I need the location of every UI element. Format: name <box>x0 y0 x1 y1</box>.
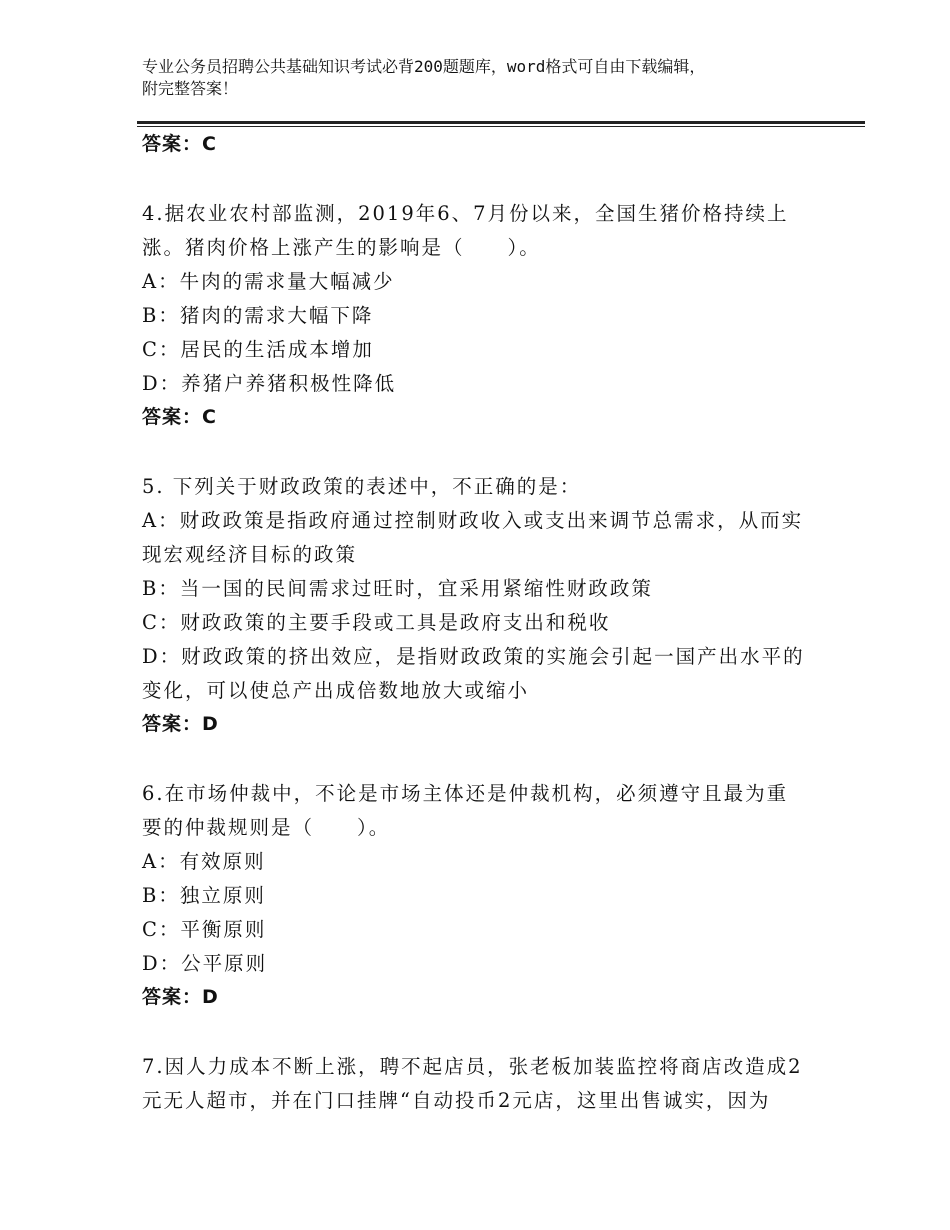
question-stem: 要的仲裁规则是（ ）。 <box>142 816 391 839</box>
option-line: B：猪肉的需求大幅下降 <box>142 304 374 327</box>
answer-label: 答案：D <box>142 713 219 735</box>
question-block <box>142 470 822 740</box>
question-spacer <box>142 160 822 197</box>
question-block <box>142 1050 822 1118</box>
question-list <box>142 160 822 1118</box>
header-line-2: 附完整答案！ <box>142 79 239 98</box>
question-stem: 5. 下列关于财政政策的表述中，不正确的是： <box>142 475 582 498</box>
answer-label: 答案：D <box>142 986 219 1008</box>
question-stem: 涨。猪肉价格上涨产生的影响是（ ）。 <box>142 236 541 259</box>
option-line: D：财政政策的挤出效应，是指财政政策的实施会引起一国产出水平的 <box>142 645 805 668</box>
answer-label: 答案：C <box>142 406 217 428</box>
option-line: A：有效原则 <box>142 850 266 873</box>
answer-label: 答案：C <box>142 133 217 155</box>
question-spacer <box>142 433 822 470</box>
header-rule-thin <box>137 126 865 127</box>
option-line: 现宏观经济目标的政策 <box>142 543 358 566</box>
question-stem: 6.在市场仲裁中，不论是市场主体还是仲裁机构，必须遵守且最为重 <box>142 782 789 805</box>
question-block <box>142 197 822 433</box>
option-line: B：独立原则 <box>142 884 266 907</box>
question-stem: 7.因人力成本不断上涨，聘不起店员，张老板加装监控将商店改造成2 <box>142 1055 803 1078</box>
question-spacer <box>142 740 822 777</box>
header-rule-thick <box>137 121 865 124</box>
option-line: D：养猪户养猪积极性降低 <box>142 372 397 395</box>
document-header <box>142 56 832 100</box>
option-line: C：平衡原则 <box>142 918 267 941</box>
option-line: A：牛肉的需求量大幅减少 <box>142 270 395 293</box>
option-line: B：当一国的民间需求过旺时，宜采用紧缩性财政政策 <box>142 577 653 600</box>
option-line: C：财政政策的主要手段或工具是政府支出和税收 <box>142 611 611 634</box>
question-stem: 元无人超市，并在门口挂牌“自动投币2元店，这里出售诚实，因为 <box>142 1089 771 1112</box>
question-spacer <box>142 1013 822 1050</box>
option-line: D：公平原则 <box>142 952 268 975</box>
question-stem: 4.据农业农村部监测，2019年6、7月份以来，全国生猪价格持续上 <box>142 202 789 225</box>
question-content <box>142 128 822 1118</box>
option-line: A：财政政策是指政府通过控制财政收入或支出来调节总需求，从而实 <box>142 509 804 532</box>
option-line: 变化，可以使总产出成倍数地放大或缩小 <box>142 679 530 702</box>
question-block <box>142 777 822 1013</box>
option-line: C：居民的生活成本增加 <box>142 338 374 361</box>
header-line-1: 专业公务员招聘公共基础知识考试必背200题题库，word格式可自由下载编辑， <box>142 57 706 76</box>
